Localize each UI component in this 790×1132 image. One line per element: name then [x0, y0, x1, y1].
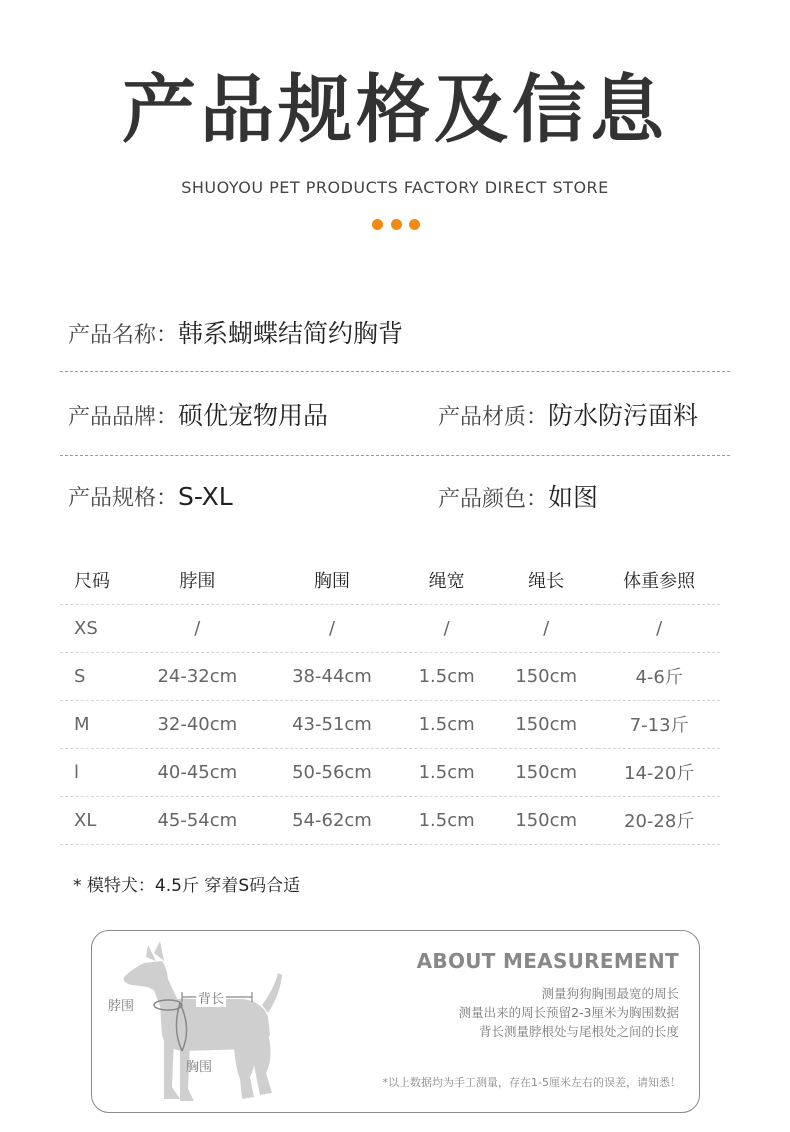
header-chest: 胸围	[265, 556, 400, 604]
table-cell: 32-40cm	[130, 700, 265, 748]
decorative-dots	[372, 219, 420, 231]
table-row	[60, 796, 720, 844]
product-material-value: 防水防污面料	[548, 401, 699, 430]
table-cell: 1.5cm	[399, 748, 494, 796]
measurement-footnote: *以上数据均为手工测量，存在1-5厘米左右的误差，请知悉！	[382, 1076, 681, 1089]
model-dog-note: * 模特犬：4.5斤 穿着S码合适	[73, 876, 301, 896]
dot-icon	[391, 219, 402, 230]
table-cell: 1.5cm	[399, 652, 494, 700]
table-cell: 24-32cm	[130, 652, 265, 700]
measurement-title: ABOUT MEASUREMENT	[416, 949, 679, 973]
table-cell: 54-62cm	[265, 796, 400, 844]
product-spec-value: S-XL	[178, 481, 233, 511]
table-cell: 38-44cm	[265, 652, 400, 700]
table-cell: 40-45cm	[130, 748, 265, 796]
table-cell: l	[60, 748, 130, 796]
dog-silhouette-icon	[102, 939, 292, 1107]
table-cell: /	[598, 604, 720, 652]
table-cell: 150cm	[494, 796, 598, 844]
table-cell: M	[60, 700, 130, 748]
dog-label-chest: 胸围	[186, 1060, 213, 1075]
header-size: 尺码	[60, 556, 130, 604]
table-cell: 1.5cm	[399, 796, 494, 844]
table-cell: /	[130, 604, 265, 652]
size-table	[60, 556, 720, 845]
dog-label-neck: 脖围	[108, 999, 135, 1014]
table-row	[60, 604, 720, 652]
info-row-brand	[68, 394, 728, 434]
product-brand-label: 产品品牌：	[68, 405, 179, 430]
info-row-spec	[68, 476, 728, 516]
dot-icon	[372, 219, 383, 230]
table-cell: 150cm	[494, 700, 598, 748]
measurement-line: 测量出来的周长预留2-3厘米为胸围数据	[458, 1005, 679, 1020]
table-cell: 14-20斤	[598, 748, 720, 796]
table-cell: 4-6斤	[598, 652, 720, 700]
measurement-instructions	[459, 984, 679, 1041]
table-cell: /	[399, 604, 494, 652]
table-cell: 150cm	[494, 652, 598, 700]
header-rope-width: 绳宽	[399, 556, 494, 604]
product-name-value: 韩系蝴蝶结简约胸背	[178, 319, 404, 348]
table-row	[60, 652, 720, 700]
product-spec-label: 产品规格：	[68, 485, 179, 511]
table-cell: XS	[60, 604, 130, 652]
header-neck: 脖围	[130, 556, 265, 604]
table-cell: 45-54cm	[130, 796, 265, 844]
dashed-divider	[60, 455, 730, 456]
table-cell: 50-56cm	[265, 748, 400, 796]
table-cell: 1.5cm	[399, 700, 494, 748]
table-cell: 150cm	[494, 748, 598, 796]
product-color-value: 如图	[548, 483, 599, 512]
dashed-divider	[60, 371, 730, 372]
measurement-line: 测量狗狗胸围最宽的周长	[541, 986, 679, 1001]
table-row	[60, 700, 720, 748]
header-weight: 体重参照	[598, 556, 720, 604]
info-row-name	[68, 312, 728, 352]
product-name-label: 产品名称：	[68, 323, 179, 348]
dot-icon	[409, 219, 420, 230]
table-cell: S	[60, 652, 130, 700]
table-cell: /	[265, 604, 400, 652]
store-subtitle: SHUOYOU PET PRODUCTS FACTORY DIRECT STORE	[181, 178, 609, 197]
table-cell: 43-51cm	[265, 700, 400, 748]
table-cell: XL	[60, 796, 130, 844]
measurement-panel	[91, 930, 700, 1113]
table-header-row	[60, 556, 720, 604]
header-rope-length: 绳长	[494, 556, 598, 604]
measurement-line: 背长测量脖根处与尾根处之间的长度	[478, 1024, 679, 1039]
product-material-label: 产品材质：	[438, 405, 549, 430]
table-cell: 7-13斤	[598, 700, 720, 748]
table-cell: 20-28斤	[598, 796, 720, 844]
table-row	[60, 748, 720, 796]
product-color-label: 产品颜色：	[438, 487, 549, 512]
table-cell: /	[494, 604, 598, 652]
product-brand-value: 硕优宠物用品	[178, 401, 329, 430]
page-title: 产品规格及信息	[122, 67, 668, 153]
dog-label-back: 背长	[196, 988, 226, 1007]
